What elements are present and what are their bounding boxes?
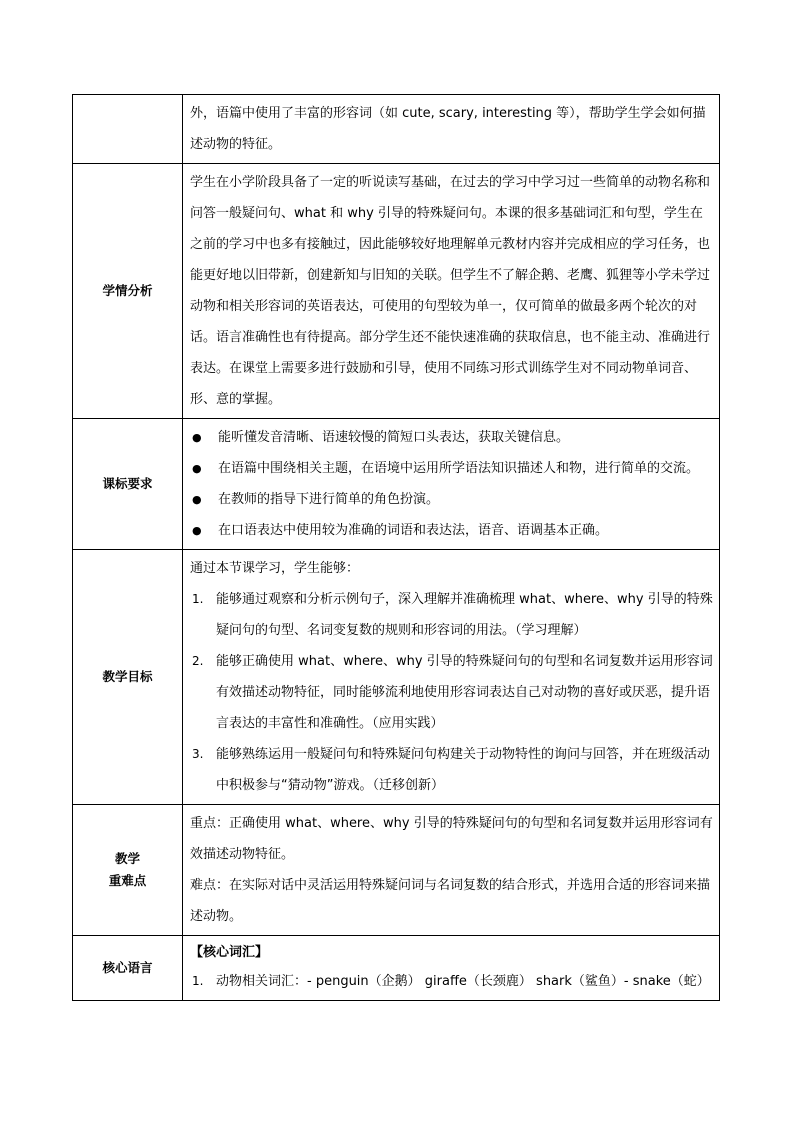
core-vocab-number: 1. (192, 974, 204, 988)
analysis-label: 学情分析 (73, 164, 183, 419)
objective-item (190, 739, 713, 801)
keypoints-content-cell (183, 805, 720, 936)
core-row (73, 936, 720, 1001)
core-vocab-text: 动物相关词汇：- penguin（企鹅） giraffe（长颈鹿） shark（鲨鱼）- snake（蛇） (216, 974, 710, 989)
objective-number: 1. (192, 592, 204, 606)
bullet-icon: ● (192, 431, 202, 444)
objective-number: 3. (192, 747, 204, 761)
standards-item (190, 515, 713, 546)
bullet-icon: ● (192, 462, 202, 475)
intro-text: 外，语篇中使用了丰富的形容词（如 cute, scary, interesting 等），帮助学生学会如何描述动物的特征。 (190, 106, 706, 152)
standards-item (190, 422, 713, 453)
standards-item (190, 484, 713, 515)
key-point-text: 重点：正确使用 what、where、why 引导的特殊疑问句的句型和名词复数并运用形容词有效描述动物特征。 (190, 816, 713, 862)
intro-content-cell (183, 95, 720, 164)
objective-item (190, 584, 713, 646)
objectives-intro: 通过本节课学习，学生能够： (190, 561, 360, 576)
analysis-row (73, 164, 720, 419)
analysis-text: 学生在小学阶段具备了一定的听说读写基础，在过去的学习中学习过一些简单的动物名称和问答一般疑问句、what 和 why 引导的特殊疑问句。本课的很多基础词汇和句型，学生在之前的学习中也多有接触过，因此能够较好地理解单元教材内容并完成相应的学习任务，也能更好地以旧带新，创建新知与旧知的关联。但学生不了解企鹅、老鹰、狐狸等小学未学过动物和相关形容词的英语表达，可使用的句型较为单一，仅可简单的做最多两个轮次的对话。语言准确性也有待提高。部分学生还不能快速准确的获取信息，也不能主动、准确进行表达。在课堂上需要多进行鼓励和引导，使用不同练习形式训练学生对不同动物单词音、形、意的掌握。 (190, 175, 711, 407)
standards-item-text: 在语篇中围绕相关主题，在语境中运用所学语法知识描述人和物，进行简单的交流。 (218, 461, 700, 476)
keypoints-label-line2: 重难点 (108, 873, 147, 888)
objectives-row (73, 550, 720, 805)
lesson-plan-table (72, 94, 720, 1001)
objective-number: 2. (192, 654, 204, 668)
core-label: 核心语言 (73, 936, 183, 1001)
objectives-label: 教学目标 (73, 550, 183, 805)
keypoints-label-line1: 教学 (114, 851, 140, 866)
standards-content-cell (183, 419, 720, 550)
standards-item-text: 在教师的指导下进行简单的角色扮演。 (218, 492, 440, 507)
objective-text: 能够正确使用 what、where、why 引导的特殊疑问句的句型和名词复数并运用形容词有效描述动物特征，同时能够流利地使用形容词表达自己对动物的喜好或厌恶，提升语言表达的丰富性和准确性。（应用实践） (216, 654, 713, 731)
intro-label-cell (73, 95, 183, 164)
standards-row (73, 419, 720, 550)
objective-text: 能够通过观察和分析示例句子，深入理解并准确梳理 what、where、why 引导的特殊疑问句的句型、名词变复数的规则和形容词的用法。（学习理解） (216, 592, 713, 638)
objectives-content-cell (183, 550, 720, 805)
standards-item (190, 453, 713, 484)
bullet-icon: ● (192, 493, 202, 506)
standards-label: 课标要求 (73, 419, 183, 550)
bullet-icon: ● (192, 524, 202, 537)
difficult-point-text: 难点：在实际对话中灵活运用特殊疑问词与名词复数的结合形式，并选用合适的形容词来描述动物。 (190, 878, 711, 924)
keypoints-row (73, 805, 720, 936)
core-vocab-heading: 【核心词汇】 (190, 945, 269, 960)
objective-text: 能够熟练运用一般疑问句和特殊疑问句构建关于动物特性的询问与回答，并在班级活动中积极参与“猜动物”游戏。（迁移创新） (216, 747, 711, 793)
intro-row (73, 95, 720, 164)
keypoints-label (73, 805, 183, 936)
analysis-content-cell (183, 164, 720, 419)
core-vocab-item (190, 966, 713, 997)
objective-item (190, 646, 713, 739)
standards-item-text: 能听懂发音清晰、语速较慢的简短口头表达，获取关键信息。 (218, 430, 570, 445)
standards-item-text: 在口语表达中使用较为准确的词语和表达法，语音、语调基本正确。 (218, 523, 609, 538)
core-content-cell (183, 936, 720, 1001)
